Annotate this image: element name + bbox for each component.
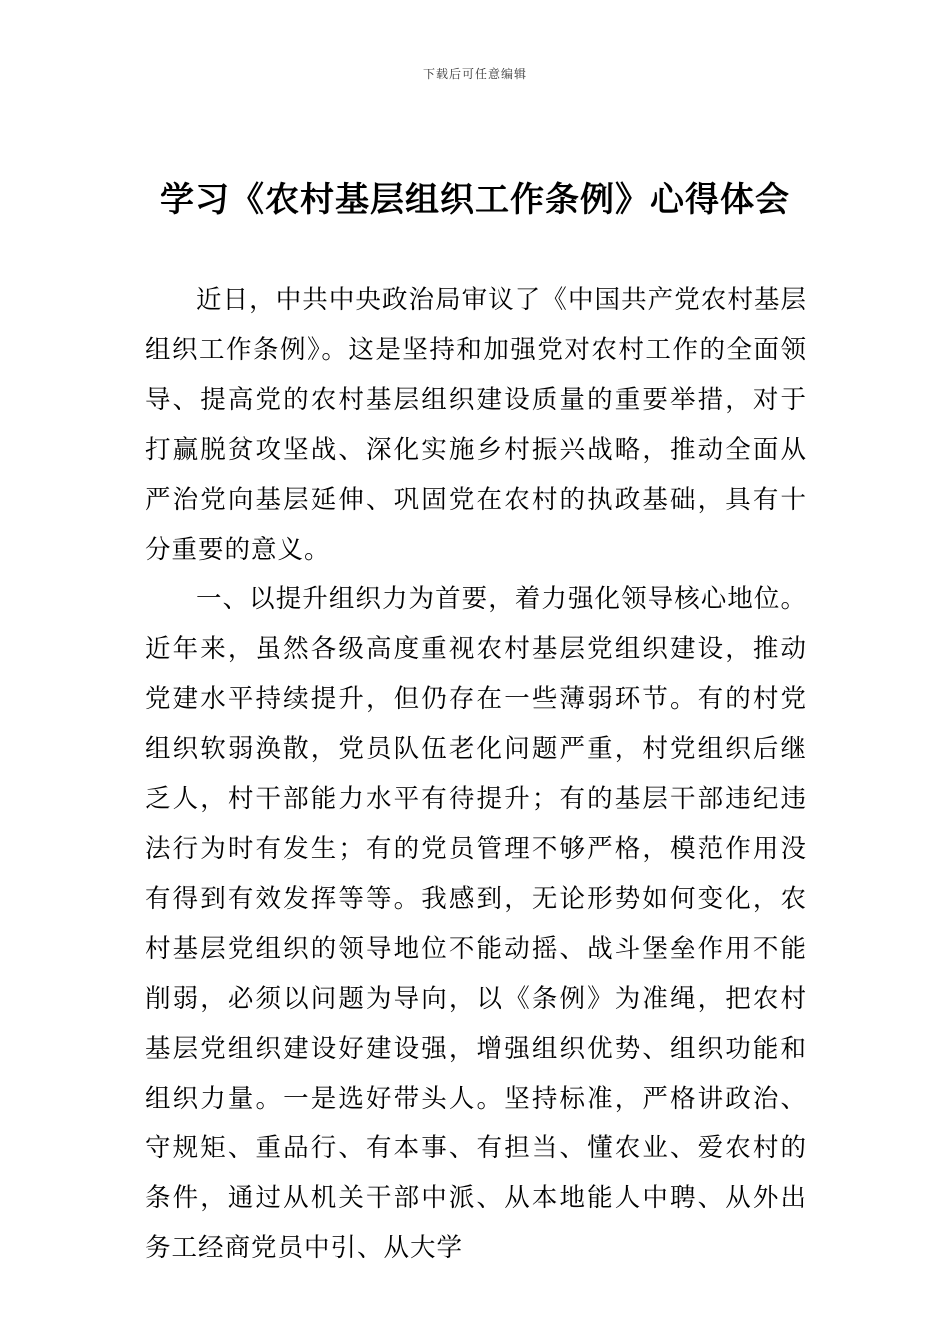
paragraph-section-one: 一、以提升组织力为首要，着力强化领导核心地位。近年来，虽然各级高度重视农村基层党组织建设，推动党建水平持续提升，但仍存在一些薄弱环节。有的村党组织软弱涣散，党员队伍老化问题严重，村党组织后继乏人，村干部能力水平有待提升；有的基层干部违纪违法行为时有发生；有的党员管理不够严格，模范作用没有得到有效发挥等等。我感到，无论形势如何变化，农村基层党组织的领导地位不能动摇、战斗堡垒作用不能削弱，必须以问题为导向，以《条例》为准绳，把农村基层党组织建设好建设强，增强组织优势、组织功能和组织力量。一是选好带头人。坚持标准，严格讲政治、守规矩、重品行、有本事、有担当、懂农业、爱农村的条件，通过从机关干部中派、从本地能人中聘、从外出务工经商党员中引、从大学 xyxy=(145,584,807,1264)
header-note: 下载后可任意编辑 xyxy=(422,67,527,81)
document-title: 学习《农村基层组织工作条例》心得体会 xyxy=(160,180,790,220)
paragraph-intro: 近日，中共中央政治局审议了《中国共产党农村基层组织工作条例》。这是坚持和加强党对农村工作的全面领导、提高党的农村基层组织建设质量的重要举措，对于打赢脱贫攻坚战、深化实施乡村振兴战略，推动全面从严治党向基层延伸、巩固党在农村的执政基础，具有十分重要的意义。 xyxy=(145,285,807,565)
document-body xyxy=(145,276,807,1274)
